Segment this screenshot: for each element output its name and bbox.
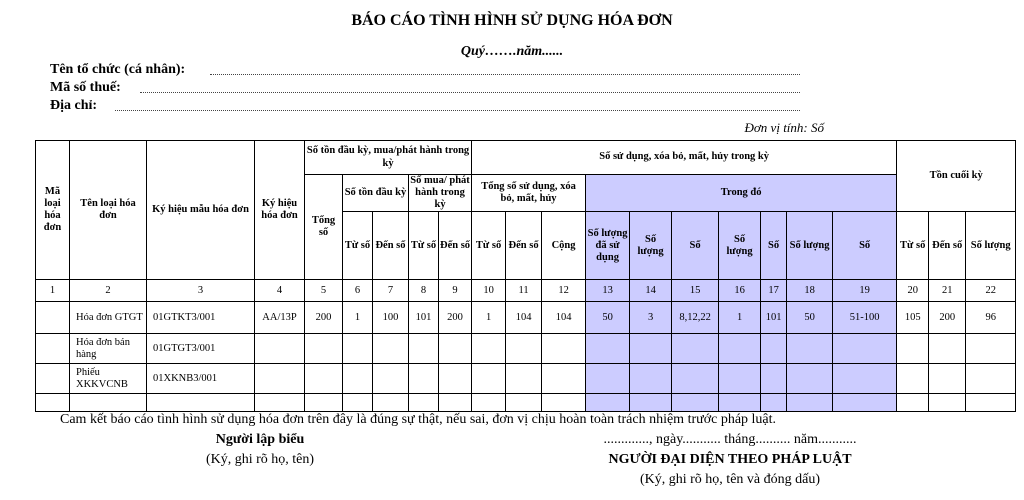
table-cell[interactable] [542,334,586,364]
preparer-note: (Ký, ghi rõ họ, tên) [205,452,315,467]
table-cell[interactable]: 51-100 [833,302,897,334]
column-number: 13 [586,280,630,302]
header-ky-hieu-mau: Ký hiệu mẫu hóa đơn [147,141,255,280]
table-cell[interactable] [630,364,672,394]
header-den-so: Đến số [929,212,966,280]
header-so-mat: Số [761,212,787,280]
column-number: 2 [70,280,147,302]
table-cell[interactable] [373,334,409,364]
table-cell[interactable] [761,394,787,412]
table-row [36,302,1016,334]
table-cell[interactable] [70,394,147,412]
table-cell[interactable] [255,364,305,394]
commitment-text: Cam kết báo cáo tình hình sử dụng hóa đơn trên đây là đúng sự thật, nếu sai, đơn vị chịu hoàn toàn trách nhiệm trước pháp luật. [60,412,777,427]
table-cell[interactable]: Hóa đơn bán hàng [70,334,147,364]
table-cell[interactable] [439,334,472,364]
tax-code-field[interactable] [140,92,800,93]
table-cell[interactable]: 1 [472,302,506,334]
table-cell[interactable]: 104 [542,302,586,334]
table-cell[interactable] [409,364,439,394]
table-cell[interactable]: 96 [966,302,1016,334]
table-cell[interactable] [409,394,439,412]
table-cell[interactable] [929,334,966,364]
column-number-row [36,280,1016,302]
table-cell[interactable]: 8,12,22 [672,302,719,334]
table-cell[interactable] [630,334,672,364]
header-so-luong: Số lượng [966,212,1016,280]
table-cell[interactable] [343,364,373,394]
table-cell[interactable]: 1 [343,302,373,334]
invoice-report-table [35,140,1016,412]
table-cell[interactable] [36,302,70,334]
table-cell[interactable]: 200 [305,302,343,334]
table-cell[interactable]: 50 [787,302,833,334]
table-cell[interactable] [719,364,761,394]
unit-label: Đơn vị tính: Số [744,120,824,135]
address-field[interactable] [115,110,800,111]
table-cell[interactable] [897,364,929,394]
column-number: 19 [833,280,897,302]
table-cell[interactable] [305,364,343,394]
report-period: Quý…….năm...... [460,44,564,59]
preparer-title: Người lập biểu [215,432,305,447]
table-cell[interactable] [305,394,343,412]
table-cell[interactable] [36,394,70,412]
header-so-xoa-bo: Số [672,212,719,280]
table-cell[interactable] [719,394,761,412]
address-label: Địa chỉ: [50,98,98,113]
table-cell[interactable]: 104 [506,302,542,334]
table-cell[interactable] [472,334,506,364]
header-trong-do: Trong đó [586,175,897,212]
column-number: 15 [672,280,719,302]
table-cell[interactable]: 1 [719,302,761,334]
table-cell[interactable]: 200 [439,302,472,334]
column-number: 5 [305,280,343,302]
header-so-ton-dau-ky: Số tồn đầu kỳ [343,175,409,212]
header-ton-cuoi-ky: Tồn cuối kỳ [897,141,1016,212]
table-cell[interactable] [472,364,506,394]
table-cell[interactable] [787,334,833,364]
header-so-luong-mat: Số lượng [719,212,761,280]
column-number: 10 [472,280,506,302]
table-cell[interactable]: 50 [586,302,630,334]
header-tong-so: Tổng số [305,175,343,280]
table-cell[interactable] [472,394,506,412]
table-cell[interactable] [586,394,630,412]
table-cell[interactable] [542,394,586,412]
column-number: 3 [147,280,255,302]
table-cell[interactable]: 100 [373,302,409,334]
header-so-luong-xoa-bo: Số lượng [630,212,672,280]
column-number: 14 [630,280,672,302]
header-ma-loai: Mã loại hóa đơn [36,141,70,280]
table-cell[interactable] [966,394,1016,412]
table-cell[interactable] [966,364,1016,394]
table-cell[interactable]: 3 [630,302,672,334]
column-number: 22 [966,280,1016,302]
header-cong: Cộng [542,212,586,280]
table-cell[interactable]: 200 [929,302,966,334]
header-tu-so: Từ số [343,212,373,280]
table-cell[interactable] [630,394,672,412]
table-cell[interactable] [929,364,966,394]
header-tu-so: Từ số [409,212,439,280]
table-cell[interactable] [586,364,630,394]
table-cell[interactable] [255,394,305,412]
tax-code-label: Mã số thuế: [50,80,121,95]
table-cell[interactable] [787,394,833,412]
table-row [36,334,1016,364]
column-number: 16 [719,280,761,302]
table-cell[interactable] [929,394,966,412]
table-row [36,364,1016,394]
table-row [36,394,1016,412]
column-number: 4 [255,280,305,302]
header-den-so: Đến số [439,212,472,280]
table-cell[interactable] [506,334,542,364]
rep-note: (Ký, ghi rõ họ, tên và đóng dấu) [639,472,821,487]
header-group-su-dung: Số sử dụng, xóa bỏ, mất, hủy trong kỳ [472,141,897,175]
table-cell[interactable] [439,364,472,394]
table-cell[interactable] [373,364,409,394]
table-cell[interactable]: 01GTGT3/001 [147,334,255,364]
column-number: 12 [542,280,586,302]
org-label: Tên tổ chức (cá nhân): [50,62,186,77]
table-cell[interactable] [409,334,439,364]
table-cell[interactable] [719,334,761,364]
table-cell[interactable] [672,394,719,412]
rep-title: NGƯỜI ĐẠI DIỆN THEO PHÁP LUẬT [608,452,852,467]
column-number: 20 [897,280,929,302]
table-cell[interactable]: Hóa đơn GTGT [70,302,147,334]
column-number: 21 [929,280,966,302]
column-number: 17 [761,280,787,302]
table-cell[interactable] [833,364,897,394]
table-cell[interactable]: 01GTKT3/001 [147,302,255,334]
table-cell[interactable]: Phiếu XKKVCNB [70,364,147,394]
table-cell[interactable] [506,364,542,394]
table-cell[interactable] [147,394,255,412]
table-cell[interactable] [343,394,373,412]
table-cell[interactable] [787,364,833,394]
table-cell[interactable]: 105 [897,302,929,334]
table-cell[interactable] [966,334,1016,364]
column-number: 6 [343,280,373,302]
header-ten-loai: Tên loại hóa đơn [70,141,147,280]
date-line: ............., ngày........... tháng.......... năm........... [603,432,857,447]
table-cell[interactable] [506,394,542,412]
table-cell[interactable] [897,334,929,364]
table-cell[interactable] [672,364,719,394]
column-number: 9 [439,280,472,302]
table-cell[interactable] [833,394,897,412]
column-number: 11 [506,280,542,302]
header-den-so: Đến số [373,212,409,280]
column-number: 1 [36,280,70,302]
table-cell[interactable] [897,394,929,412]
header-so-luong-da-su-dung: Số lượng đã sử dụng [586,212,630,280]
table-cell[interactable] [255,334,305,364]
column-number: 8 [409,280,439,302]
table-cell[interactable] [761,334,787,364]
header-tu-so: Từ số [472,212,506,280]
table-cell[interactable] [36,364,70,394]
header-tong-su-dung: Tổng số sử dụng, xóa bỏ, mất, hủy [472,175,586,212]
table-cell[interactable] [542,364,586,394]
table-cell[interactable] [586,334,630,364]
column-number: 18 [787,280,833,302]
header-so-luong-huy: Số lượng [787,212,833,280]
org-field[interactable] [210,74,800,75]
header-so-huy: Số [833,212,897,280]
header-so-mua-phat-hanh: Số mua/ phát hành trong kỳ [410,175,470,211]
table-cell[interactable] [305,334,343,364]
table-cell[interactable] [343,334,373,364]
table-cell[interactable] [672,334,719,364]
table-cell[interactable] [373,394,409,412]
header-group-ton-dau: Số tồn đầu kỳ, mua/phát hành trong kỳ [305,141,472,175]
table-cell[interactable]: AA/13P [255,302,305,334]
table-cell[interactable]: 101 [409,302,439,334]
header-ky-hieu: Ký hiệu hóa đơn [255,141,305,280]
table-cell[interactable]: 01XKNB3/001 [147,364,255,394]
table-cell[interactable] [439,394,472,412]
column-number: 7 [373,280,409,302]
report-title: BÁO CÁO TÌNH HÌNH SỬ DỤNG HÓA ĐƠN [351,12,673,29]
table-cell[interactable] [833,334,897,364]
table-cell[interactable] [761,364,787,394]
header-tu-so: Từ số [897,212,929,280]
table-cell[interactable] [36,334,70,364]
header-den-so: Đến số [506,212,542,280]
table-cell[interactable]: 101 [761,302,787,334]
